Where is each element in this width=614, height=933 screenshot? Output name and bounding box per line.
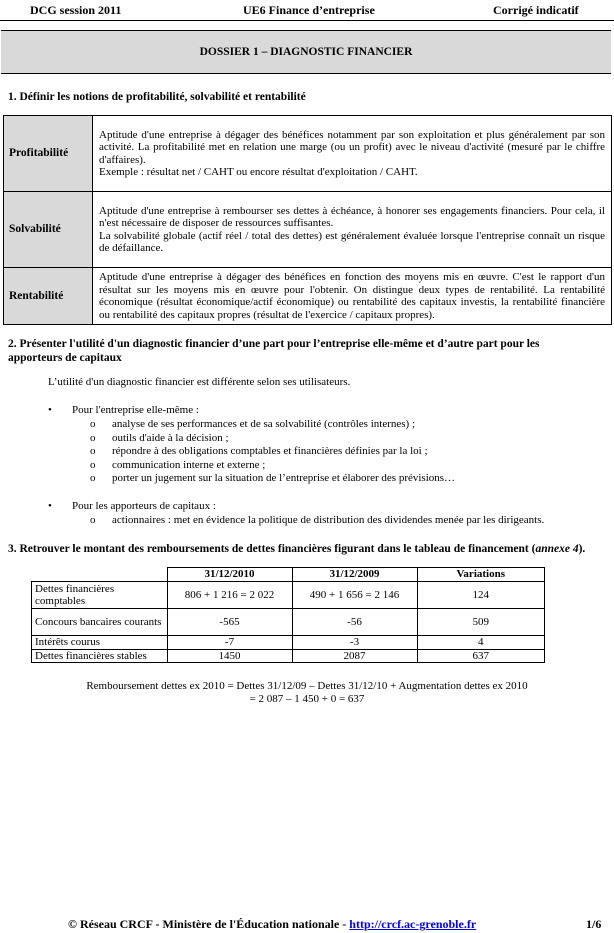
circle-bullet-icon: o (90, 472, 96, 484)
table-cell: 1450 (167, 649, 292, 663)
question-3-title (8, 542, 585, 556)
table-cell: -56 (292, 609, 417, 636)
empty-header-cell (32, 568, 168, 582)
row-label: Concours bancaires courants (32, 609, 168, 636)
definition-line: Aptitude d'une entreprise à dégager des bénéfices notamment par son exploitation et plus généralement par son activité. La profitabilité met en relation une marge (ou un profit) avec le niveau d'activité (mesuré par le chiffre d'affaires). (99, 128, 605, 166)
circle-bullet-icon: o (90, 418, 96, 430)
table-cell: 124 (417, 582, 545, 609)
question-3-title-end: ). (578, 543, 586, 555)
dossier-title: DOSSIER 1 – DIAGNOSTIC FINANCIER (1, 30, 611, 74)
formula-line-2: = 2 087 – 1 450 + 0 = 637 (249, 693, 365, 705)
table-row (4, 192, 612, 268)
table-cell: -565 (167, 609, 292, 636)
definition-line: La solvabilité globale (actif réel / total des dettes) est généralement évaluée lorsque l'entreprise connaît un risque de défaillance. (99, 229, 605, 254)
definition-text (93, 192, 612, 268)
footer-text: © Réseau CRCF - Ministère de l'Éducation nationale - (68, 917, 350, 931)
definitions-table (3, 115, 612, 325)
definition-text (93, 268, 612, 325)
list-item: outils d'aide à la décision ; (112, 432, 229, 444)
question-2-intro: L’utilité d'un diagnostic financier est différente selon ses utilisateurs. (48, 376, 351, 388)
circle-bullet-icon: o (90, 432, 96, 444)
page-header (0, 0, 614, 21)
circle-bullet-icon: o (90, 445, 96, 457)
table-cell: 509 (417, 609, 545, 636)
list-item: analyse de ses performances et de sa solvabilité (contrôles internes) ; (112, 418, 415, 430)
list-item: communication interne et externe ; (112, 459, 266, 471)
table-cell: -7 (167, 636, 292, 650)
financing-table (31, 567, 545, 663)
row-label: Dettes financières comptables (32, 582, 168, 609)
question-3-title-main: 3. Retrouver le montant des remboursements de dettes financières figurant dans le tableau de financement ( (8, 543, 536, 555)
bullet-dot-icon: • (48, 404, 52, 416)
table-header-row (32, 568, 545, 582)
table-row (32, 636, 545, 650)
footer-link[interactable]: http://crcf.ac-grenoble.fr (349, 917, 477, 931)
table-cell: 637 (417, 649, 545, 663)
header-right: Corrigé indicatif (493, 3, 579, 17)
definition-text (93, 116, 612, 192)
question-1-title: 1. Définir les notions de profitabilité, solvabilité et rentabilité (8, 91, 306, 103)
table-row (4, 268, 612, 325)
table-row (32, 582, 545, 609)
definition-line: Aptitude d'une entreprise à dégager des bénéfices en fonction des moyens mis en œuvre. C'est le rapport d'un résultat sur les moyens mis en œuvre pour l'obtenir. On distingue deux types de rentabilité. La rentabilité économique (résultat économique/actif économique) ou rentabilité des capitaux investis, la rentabilité financière ou rentabilité des capitaux propres (résultat de l'exercice / capitaux propres). (99, 271, 605, 321)
annex-reference: annexe 4 (535, 543, 579, 555)
list-item: porter un jugement sur la situation de l’entreprise et élaborer des prévisions… (112, 472, 456, 484)
definition-label: Profitabilité (4, 116, 93, 192)
column-header: 31/12/2009 (292, 568, 417, 582)
table-row (32, 609, 545, 636)
footer-line (68, 917, 476, 932)
header-center: UE6 Finance d’entreprise (243, 3, 375, 17)
table-cell: 4 (417, 636, 545, 650)
bullet-dot-icon: • (48, 500, 52, 512)
table-cell: 490 + 1 656 = 2 146 (292, 582, 417, 609)
list-item: actionnaires : met en évidence la politique de distribution des dividendes menée par les dirigeants. (112, 514, 545, 526)
group-label: Pour l'entreprise elle-même : (72, 404, 199, 416)
circle-bullet-icon: o (90, 514, 96, 526)
table-cell: 2087 (292, 649, 417, 663)
group-label: Pour les apporteurs de capitaux : (72, 500, 216, 512)
row-label: Intérêts courus (32, 636, 168, 650)
table-row (4, 116, 612, 192)
definition-label: Rentabilité (4, 268, 93, 325)
column-header: Variations (417, 568, 545, 582)
table-cell: -3 (292, 636, 417, 650)
page-number: 1/6 (586, 917, 602, 931)
table-cell: 806 + 1 216 = 2 022 (167, 582, 292, 609)
row-label: Dettes financières stables (32, 649, 168, 663)
circle-bullet-icon: o (90, 459, 96, 471)
definition-line: Exemple : résultat net / CAHT ou encore résultat d'exploitation / CAHT. (99, 166, 418, 178)
definition-line: Aptitude d'une entreprise à rembourser ses dettes à échéance, à honorer ses engagements financiers. Pour cela, il n'est nécessaire de disposer de ressources suffisantes. (99, 204, 605, 229)
header-left: DCG session 2011 (30, 3, 122, 17)
formula-line-1: Remboursement dettes ex 2010 = Dettes 31/12/09 – Dettes 31/12/10 + Augmentation dettes ex 2010 (86, 680, 528, 692)
list-item: répondre à des obligations comptables et financières définies par la loi ; (112, 445, 428, 457)
question-2-title: 2. Présenter l'utilité d'un diagnostic financier d’une part pour l’entreprise elle-même et d’autre part pour les apporteurs de capitaux (8, 338, 540, 364)
definition-label: Solvabilité (4, 192, 93, 268)
table-row (32, 649, 545, 663)
column-header: 31/12/2010 (167, 568, 292, 582)
